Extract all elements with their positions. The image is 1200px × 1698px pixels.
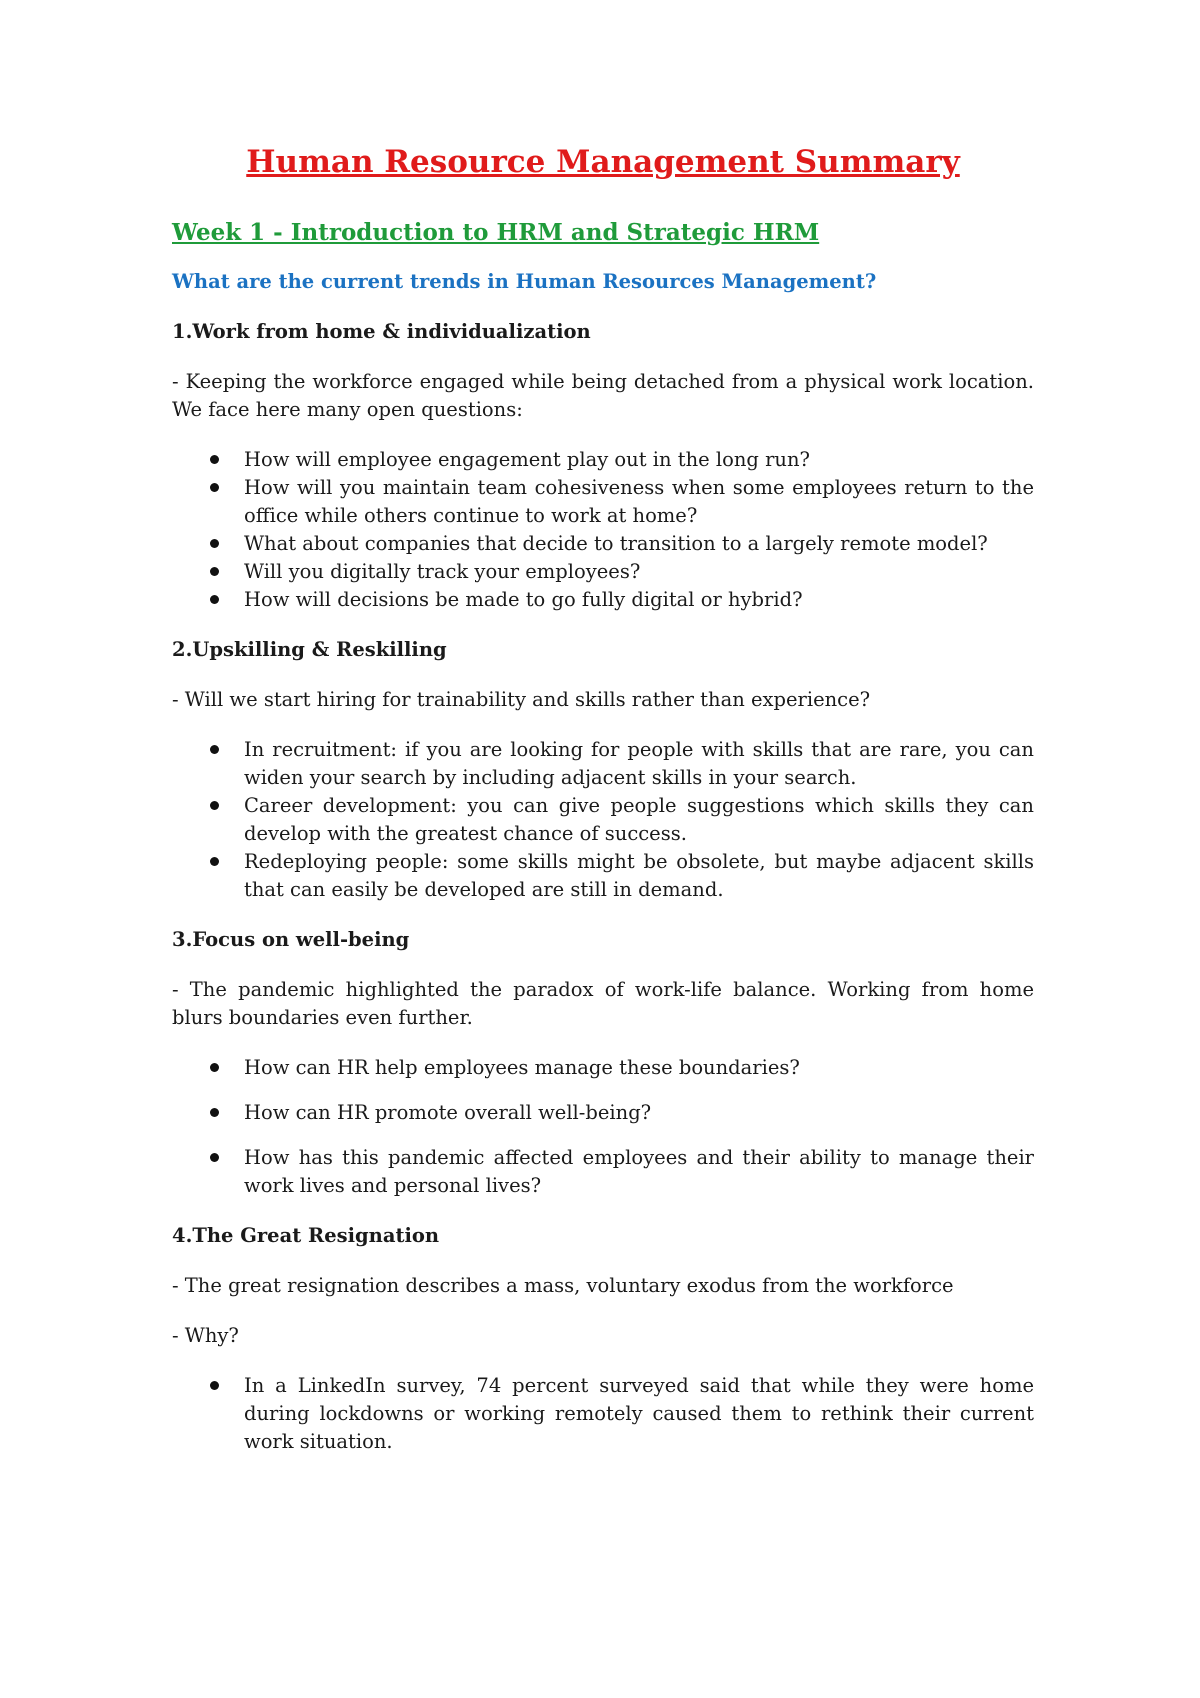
section-heading: 4.The Great Resignation (172, 1224, 440, 1247)
section-intro: - The great resignation describes a mass, voluntary exodus from the workforce (172, 1274, 954, 1297)
bullet-item: In a LinkedIn survey, 74 percent surveyed said that while they were home during lockdowns or working remotely caused them to rethink their current work situation. (172, 1372, 1034, 1456)
bullet-icon (210, 857, 219, 866)
bullet-list (172, 1054, 1034, 1200)
bullet-icon (210, 801, 219, 810)
bullet-item: How will employee engagement play out in the long run? (172, 446, 1034, 474)
bullet-icon (210, 1108, 219, 1117)
document-content (172, 120, 1034, 1478)
section-heading: 3.Focus on well-being (172, 928, 410, 951)
bullet-icon (210, 1063, 219, 1072)
page-title: Human Resource Management Summary (246, 144, 960, 180)
bullet-item: Career development: you can give people suggestions which skills they can develop with the greatest chance of success. (172, 792, 1034, 848)
bullet-icon (210, 595, 219, 604)
bullet-item: Will you digitally track your employees? (172, 558, 1034, 586)
bullet-list (172, 446, 1034, 614)
bullet-item: How can HR help employees manage these boundaries? (172, 1054, 1034, 1082)
bullet-list (172, 736, 1034, 904)
bullet-icon (210, 567, 219, 576)
section-intro: - Will we start hiring for trainability and skills rather than experience? (172, 688, 871, 711)
bullet-item: Redeploying people: some skills might be obsolete, but maybe adjacent skills that can easily be developed are still in demand. (172, 848, 1034, 904)
bullet-icon (210, 539, 219, 548)
bullet-item: How has this pandemic affected employees and their ability to manage their work lives and personal lives? (172, 1144, 1034, 1200)
week-heading: Week 1 - Introduction to HRM and Strategic HRM (172, 219, 820, 246)
bullet-item: How can HR promote overall well-being? (172, 1099, 1034, 1127)
bullet-list (172, 1372, 1034, 1456)
section-intro-why: - Why? (172, 1324, 239, 1347)
bullet-icon (210, 483, 219, 492)
section-intro: - Keeping the workforce engaged while being detached from a physical work location. We face here many open questions: (172, 370, 1034, 421)
section-question: What are the current trends in Human Resources Management? (172, 270, 877, 293)
bullet-item: How will decisions be made to go fully digital or hybrid? (172, 586, 1034, 614)
section-heading: 1.Work from home & individualization (172, 320, 591, 343)
bullet-icon (210, 1153, 219, 1162)
bullet-icon (210, 745, 219, 754)
bullet-item: What about companies that decide to transition to a largely remote model? (172, 530, 1034, 558)
section-intro: - The pandemic highlighted the paradox of work-life balance. Working from home blurs boundaries even further. (172, 978, 1034, 1029)
bullet-item: How will you maintain team cohesiveness when some employees return to the office while others continue to work at home? (172, 474, 1034, 530)
bullet-icon (210, 455, 219, 464)
bullet-item: In recruitment: if you are looking for people with skills that are rare, you can widen your search by including adjacent skills in your search. (172, 736, 1034, 792)
bullet-icon (210, 1381, 219, 1390)
section-heading: 2.Upskilling & Reskilling (172, 638, 447, 661)
